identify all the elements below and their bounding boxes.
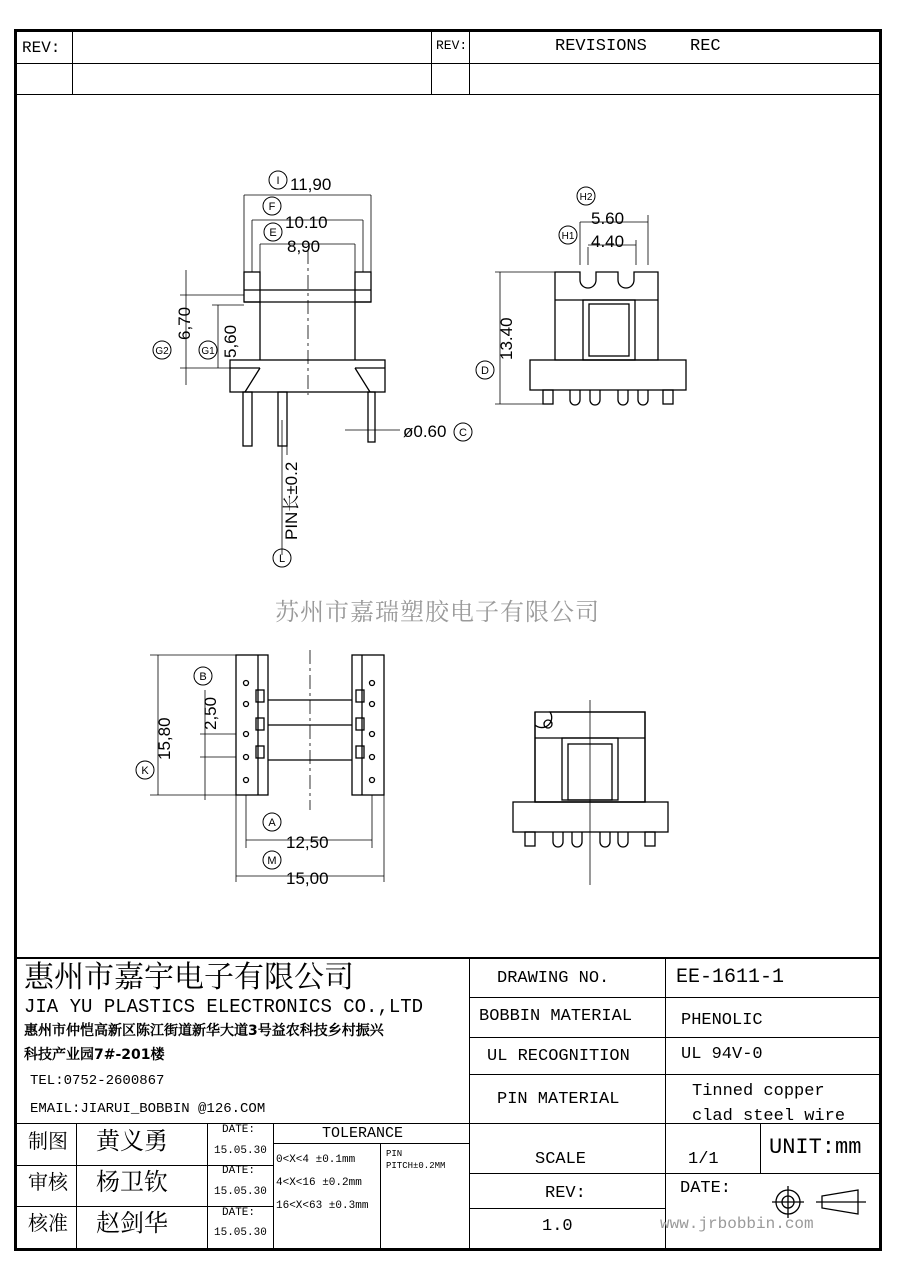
dim-C: ø0.60 [403,422,447,441]
address-line-1: 惠州市仲恺高新区陈江街道新华大道3号益农科技乡村振兴 [24,1023,384,1039]
signoff-name-review: 杨卫钦 [96,1168,168,1196]
dim-G1: 5,60 [221,324,240,358]
dim-H2: 5.60 [591,209,625,228]
dim-E: 8,90 [287,237,321,256]
letter-A: A [268,817,276,829]
iso-view [513,700,668,885]
letter-C: C [459,427,467,439]
letter-F: F [268,201,276,213]
tolerance-title: TOLERANCE [322,1125,404,1142]
tolerance-row-2: 4<X<16 ±0.2mm [276,1177,362,1189]
signoff-date-label-draw: DATE: [222,1124,256,1136]
footer-watermark: www.jrbobbin.com [660,1215,814,1233]
signoff-date-review: 15.05.30 [214,1186,267,1198]
signoff-name-draw: 黄义勇 [96,1127,168,1155]
revisions-header: REVISIONS [555,37,647,56]
dim-G2: 6,70 [175,306,194,340]
bobbin-material-label: BOBBIN MATERIAL [479,1007,633,1026]
dim-L: PIN长±0.2 [282,461,301,540]
letter-G2: G2 [155,346,169,357]
pin-pitch-line-1: PIN [386,1149,403,1159]
signoff-name-approve: 赵剑华 [96,1209,168,1237]
rev-label-left: REV: [22,39,61,57]
unit: UNIT:mm [769,1135,862,1160]
letter-L: L [278,553,286,565]
drawing-no: EE-1611-1 [676,966,785,989]
letter-H1: H1 [561,231,575,242]
dim-D: 13.40 [497,317,516,360]
bottom-view [150,650,384,882]
pin-material-label: PIN MATERIAL [497,1090,620,1109]
rev-label-right: REV: [436,38,468,53]
rev-label: REV: [545,1184,586,1203]
tolerance-row-3: 16<X<63 ±0.3mm [276,1200,369,1212]
drawing-no-label: DRAWING NO. [497,969,610,988]
signoff-role-review: 审核 [28,1170,68,1194]
scale-value: 1/1 [688,1150,719,1169]
signoff-date-approve: 15.05.30 [214,1227,267,1239]
bobbin-material: PHENOLIC [681,1011,763,1030]
letter-K: K [141,765,149,777]
signoff-date-draw: 15.05.30 [214,1145,267,1157]
dim-B: 2,50 [201,696,220,730]
signoff-date-label-approve: DATE: [222,1207,256,1219]
company-watermark: 苏州市嘉瑞塑胶电子有限公司 [275,598,600,626]
signoff-date-label-review: DATE: [222,1165,256,1177]
signoff-role-draw: 制图 [28,1129,68,1153]
letter-M: M [267,855,277,867]
tel: TEL:0752-2600867 [30,1073,165,1089]
dim-F: 10.10 [285,213,328,232]
signoff-role-approve: 核准 [28,1211,68,1235]
rec-header: REC [690,37,721,56]
rev-value: 1.0 [542,1217,573,1236]
ul-label: UL RECOGNITION [487,1047,630,1066]
letter-D: D [481,365,489,377]
tolerance-row-1: 0<X<4 ±0.1mm [276,1154,356,1166]
letter-G1: G1 [201,346,215,357]
dim-K: 15,80 [155,717,174,760]
company-name-en: JIA YU PLASTICS ELECTRONICS CO.,LTD [24,996,424,1018]
pin-material-line-2: clad steel wire [692,1107,846,1126]
dim-M: 15,00 [286,869,329,888]
letter-I: I [276,175,280,187]
letter-H2: H2 [579,192,593,203]
letter-E: E [269,227,277,239]
date-label: DATE: [680,1179,732,1198]
pin-material-line-1: Tinned copper [692,1082,825,1101]
letter-B: B [199,671,207,683]
dim-A: 12,50 [286,833,329,852]
dim-H1: 4.40 [591,232,625,251]
company-name-cn: 惠州市嘉宇电子有限公司 [24,960,354,995]
ul-value: UL 94V-0 [681,1045,763,1064]
email: EMAIL:JIARUI_BOBBIN @126.COM [30,1101,266,1117]
scale-label: SCALE [535,1150,587,1169]
pin-pitch-line-2: PITCH±0.2MM [386,1161,446,1171]
dim-I: 11,90 [290,175,332,194]
address-line-2: 科技产业园7#-201楼 [24,1047,165,1063]
